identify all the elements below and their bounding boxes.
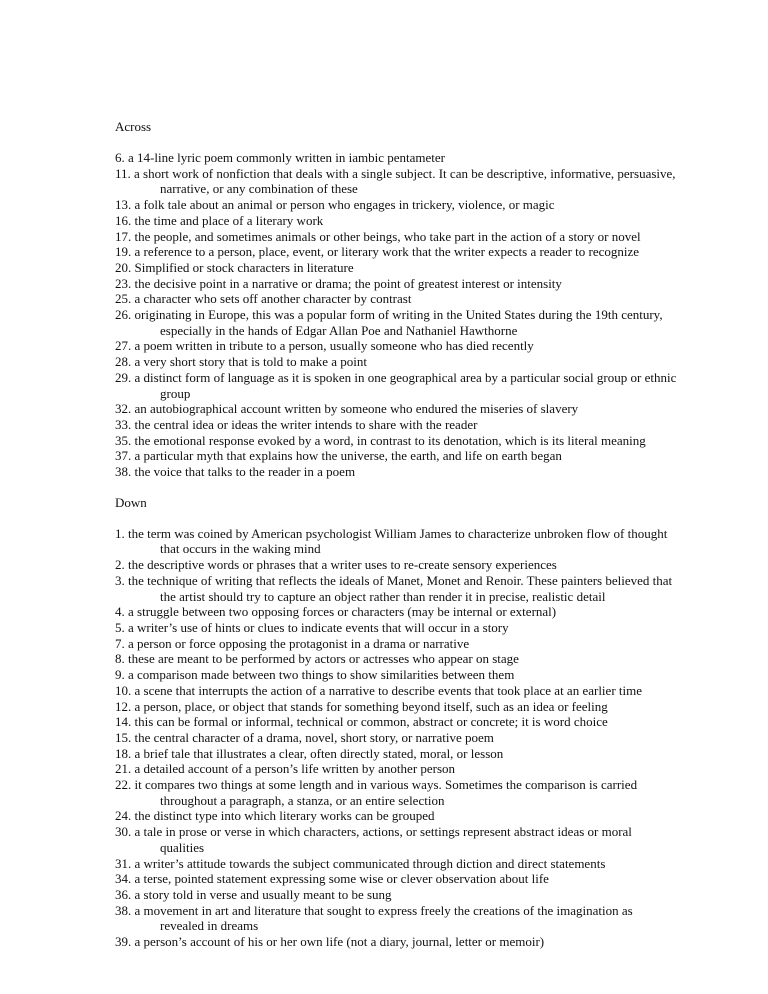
across-clue [115,166,675,197]
down-clue [115,934,675,950]
clue-text: 34. a terse, pointed statement expressing some wise or clever observation about life [115,871,549,887]
down-heading: Down [115,494,147,510]
clue-text-continuation: group [160,385,191,401]
clue-text: 11. a short work of nonfiction that deals with a single subject. It can be descriptive, informative, persuasive, [115,165,676,181]
clue-text-continuation: the artist should try to capture an object rather than render it in precise, realistic detail [160,588,606,604]
clue-text: 4. a struggle between two opposing forces or characters (may be internal or external) [115,604,557,620]
down-clue [115,636,675,652]
clue-text: 18. a brief tale that illustrates a clear, often directly stated, moral, or lesson [115,745,504,761]
clue-text: 17. the people, and sometimes animals or other beings, who take part in the action of a story or novel [115,228,641,244]
across-clue [115,370,675,401]
clue-text: 38. the voice that talks to the reader in a poem [115,464,356,480]
down-clue-list [115,526,675,950]
clue-text: 7. a person or force opposing the protagonist in a drama or narrative [115,635,470,651]
down-clue [115,903,675,934]
down-clue [115,746,675,762]
clue-text-continuation: narrative, or any combination of these [160,181,358,197]
clue-text: 29. a distinct form of language as it is spoken in one geographical area by a particular social group or ethnic [115,369,677,385]
clue-text: 24. the distinct type into which literary works can be grouped [115,808,435,824]
clue-text: 6. a 14-line lyric poem commonly written in iambic pentameter [115,150,445,165]
down-clue [115,651,675,667]
crossword-clues-document [115,119,675,950]
clue-text: 33. the central idea or ideas the writer intends to share with the reader [115,416,478,432]
down-clue [115,620,675,636]
clue-text: 13. a folk tale about an animal or person who engages in trickery, violence, or magic [115,197,555,213]
down-clue [115,777,675,808]
across-clue [115,448,675,464]
clue-text: 14. this can be formal or informal, technical or common, abstract or concrete; it is word choice [115,714,608,730]
clue-text: 38. a movement in art and literature that sought to express freely the creations of the imagination as [115,902,633,918]
clue-text: 31. a writer’s attitude towards the subject communicated through diction and direct statements [115,855,606,871]
across-clue [115,338,675,354]
across-clue [115,464,675,480]
clue-text: 25. a character who sets off another character by contrast [115,291,412,307]
clue-text: 39. a person’s account of his or her own life (not a diary, journal, letter or memoir) [115,934,545,950]
across-clue [115,229,675,245]
down-clue [115,887,675,903]
down-clue [115,573,675,604]
clue-text-continuation: throughout a paragraph, a stanza, or an entire selection [160,792,445,808]
down-clue [115,699,675,715]
clue-text: 21. a detailed account of a person’s life written by another person [115,761,456,777]
across-clue [115,244,675,260]
across-clue [115,276,675,292]
clue-text: 12. a person, place, or object that stands for something beyond itself, such as an idea or feeling [115,698,608,714]
across-clue [115,307,675,338]
down-clue [115,683,675,699]
clue-text: 30. a tale in prose or verse in which characters, actions, or settings represent abstract ideas or moral [115,824,632,840]
clue-text: 1. the term was coined by American psychologist William James to characterize unbroken flow of thought [115,525,668,541]
across-section [115,119,675,480]
down-clue [115,871,675,887]
clue-text-continuation: revealed in dreams [160,918,259,934]
across-clue-list [115,150,675,480]
clue-text: 2. the descriptive words or phrases that a writer uses to re-create sensory experiences [115,557,557,573]
across-clue [115,401,675,417]
across-clue [115,213,675,229]
across-clue [115,354,675,370]
clue-text: 26. originating in Europe, this was a popular form of writing in the United States during the 19th century, [115,307,663,323]
clue-text: 10. a scene that interrupts the action of a narrative to describe events that took place at an earlier time [115,682,643,698]
clue-text: 36. a story told in verse and usually meant to be sung [115,886,392,902]
clue-text-continuation: qualities [160,839,205,855]
clue-text: 8. these are meant to be performed by actors or actresses who appear on stage [115,651,519,667]
across-clue [115,417,675,433]
clue-text-continuation: that occurs in the waking mind [160,541,321,557]
clue-text: 27. a poem written in tribute to a person, usually someone who has died recently [115,338,534,354]
down-clue [115,526,675,557]
down-clue [115,714,675,730]
clue-text: 37. a particular myth that explains how the universe, the earth, and life on earth began [115,448,562,464]
down-clue [115,604,675,620]
across-clue [115,291,675,307]
clue-text: 5. a writer’s use of hints or clues to indicate events that will occur in a story [115,619,509,635]
clue-text: 22. it compares two things at some length and in various ways. Sometimes the comparison is carried [115,777,638,793]
clue-text: 28. a very short story that is told to make a point [115,354,368,370]
clue-text: 32. an autobiographical account written by someone who endured the miseries of slavery [115,401,579,417]
clue-text: 15. the central character of a drama, novel, short story, or narrative poem [115,729,494,745]
clue-text: 16. the time and place of a literary work [115,212,324,228]
down-clue [115,856,675,872]
clue-text: 3. the technique of writing that reflects the ideals of Manet, Monet and Renoir. These painters believed that [115,572,673,588]
across-clue [115,260,675,276]
down-section [115,495,675,950]
across-clue [115,150,675,166]
down-clue [115,824,675,855]
down-clue [115,808,675,824]
down-clue [115,761,675,777]
down-clue [115,667,675,683]
clue-text: 20. Simplified or stock characters in literature [115,259,354,275]
down-clue [115,557,675,573]
across-clue [115,197,675,213]
clue-text: 19. a reference to a person, place, event, or literary work that the writer expects a reader to recognize [115,244,640,260]
down-clue [115,730,675,746]
clue-text-continuation: especially in the hands of Edgar Allan Poe and Nathaniel Hawthorne [160,322,518,338]
clue-text: 35. the emotional response evoked by a word, in contrast to its denotation, which is its literal meaning [115,432,646,448]
clue-text: 23. the decisive point in a narrative or drama; the point of greatest interest or intensity [115,275,562,291]
across-heading: Across [115,119,152,134]
clue-text: 9. a comparison made between two things to show similarities between them [115,667,515,683]
across-clue [115,433,675,449]
